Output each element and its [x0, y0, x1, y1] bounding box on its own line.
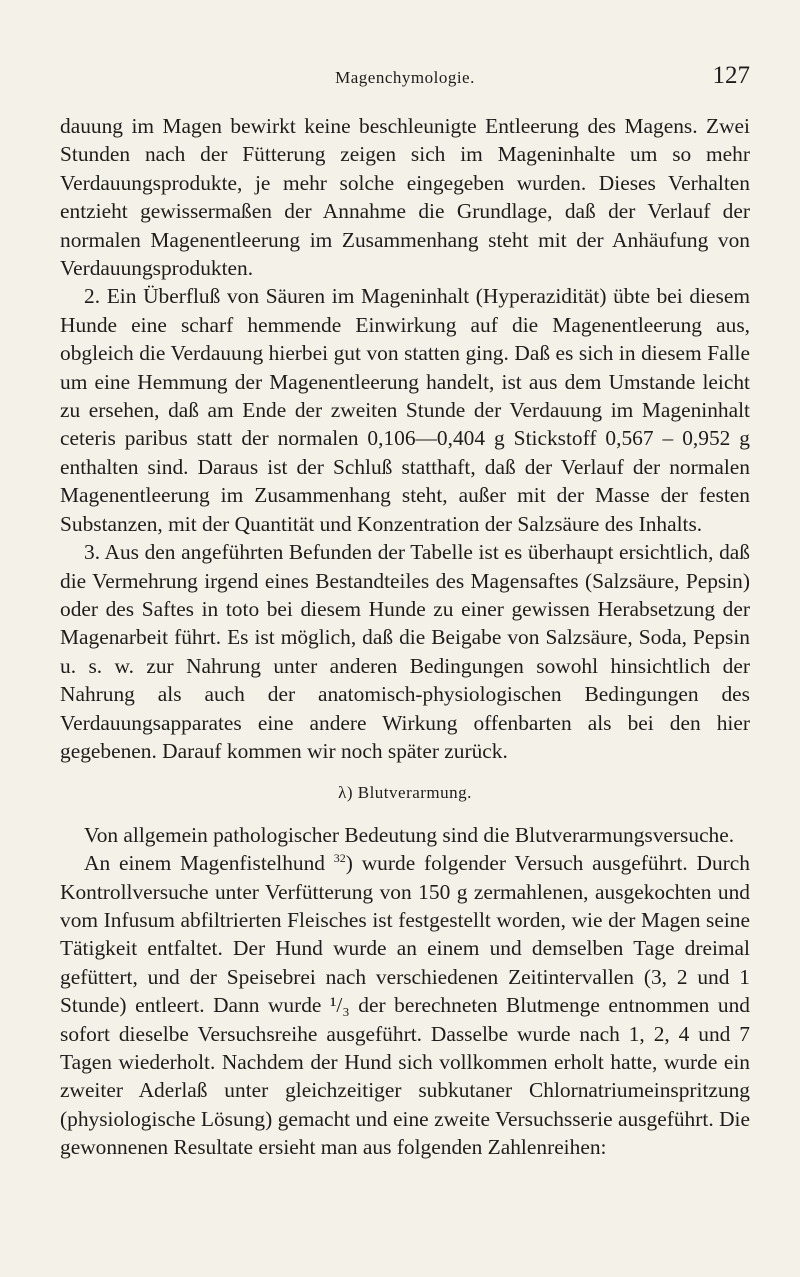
running-head: Magenchymologie. [335, 68, 475, 87]
paragraph-point-2: 2. Ein Überfluß von Säuren im Mageninhalt (Hyperazidität) übte bei diesem Hunde eine scharf hemmende Einwirkung auf die Magenentleerung aus, obgleich die Verdauung hierbei gut von statten ging. Daß es sich in diesem Falle um eine Hemmung der Magenentleerung handelt, ist aus dem Umstande leicht zu ersehen, daß am Ende der zweiten Stunde der Verdauung im Mageninhalt ceteris paribus statt der normalen 0,106—0,404 g Stickstoff 0,567 – 0,952 g enthalten sind. Daraus ist der Schluß statthaft, daß der Verlauf der normalen Magenentleerung im Zusammenhang steht, außer mit der Masse der festen Substanzen, mit der Quantität und Konzentration der Salzsäure des Inhalts. [60, 284, 750, 536]
paragraph-continuation: dauung im Magen bewirkt keine beschleunigte Entleerung des Magens. Zwei Stunden nach der Fütterung zeigen sich im Mageninhalte um so mehr Verdauungsprodukte, je mehr solche eingegeben wurden. Dieses Verhalten entzieht gewissermaßen der Annahme die Grundlage, daß der Verlauf der normalen Magenentleerung im Zusammenhang steht mit der Anhäufung von Verdauungsprodukten. [60, 114, 750, 281]
page-number: 127 [712, 62, 750, 89]
experiment-text-rest: ) wurde folgender Versuch ausgeführt. Durch Kontrollversuche unter Verfütterung von 150 g zermahlenen, ausgekochten und vom Infusum abfiltrierten Fleisches ist festgestellt worden, wie der Magen seine Tätigkeit entfaltet. Der Hund wurde an einem und demselben Tage dreimal gefüttert, und der Speisebrei nach verschiedenen Zeitintervallen (3, 2 und 1 Stunde) entleert. Dann wurde ¹/₃ der berechneten Blutmenge entnommen und sofort dieselbe Versuchsreihe ausgeführt. Dasselbe wurde nach 1, 2, 4 und 7 Tagen wiederholt. Nachdem der Hund sich vollkommen erholt hatte, wurde ein zweiter Aderlaß unter gleichzeitiger subkutaner Chlornatriumeinspritzung (physiologische Lösung) gemacht und eine zweite Versuchsserie ausgeführt. Die gewonnenen Resultate ersieht man aus folgenden Zahlenreihen: [60, 851, 750, 1160]
page-header [60, 62, 750, 92]
footnote-reference: 32 [333, 851, 346, 866]
section-heading: λ) Blutverarmung. [338, 783, 472, 803]
paragraph-point-3: 3. Aus den angeführten Befunden der Tabelle ist es überhaupt ersichtlich, daß die Vermehrung irgend eines Bestandteiles des Magensaftes (Salzsäure, Pepsin) oder des Saftes in toto bei diesem Hunde zu einer gewissen Herabsetzung der Magenarbeit führt. Es ist möglich, daß die Beigabe von Salzsäure, Soda, Pepsin u. s. w. zur Nahrung unter anderen Bedingungen sowohl hinsichtlich der Nahrung als auch der anatomisch-physiologischen Bedingungen des Verdauungsapparates eine andere Wirkung offenbarten als bei den hier gegebenen. Darauf kommen wir noch später zurück. [60, 540, 750, 763]
experiment-text-start: An einem Magenfistelhund [84, 851, 325, 876]
body-text [60, 112, 750, 1162]
paragraph-experiment [60, 849, 750, 1161]
paragraph-section-intro: Von allgemein pathologischer Bedeutung sind die Blutverarmungsversuche. [84, 822, 735, 847]
